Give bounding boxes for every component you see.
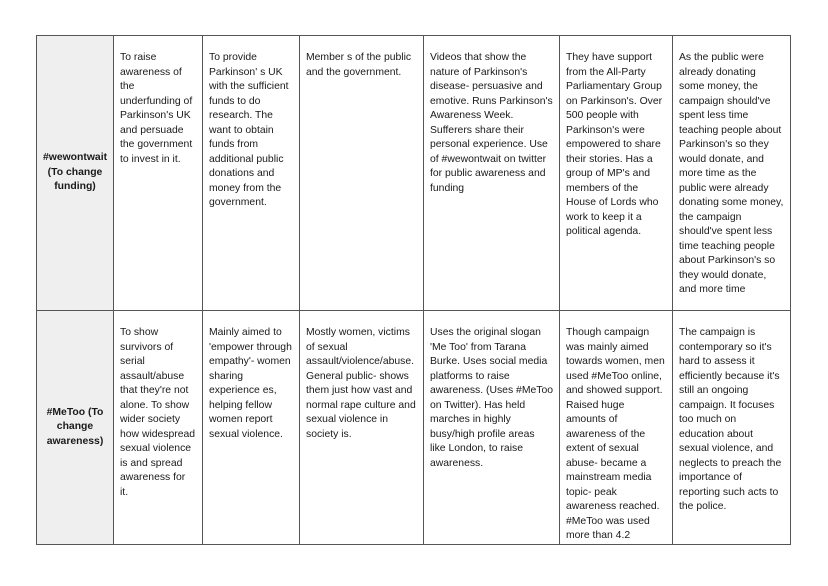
campaign-table bbox=[36, 35, 791, 545]
methods-text: Uses the original slogan 'Me Too' from Tarana Burke. Uses social media platforms to raise awareness. (Uses #MeToo on Twitter). Has held marches in highly busy/high profile areas like London, to raise awareness. bbox=[430, 327, 554, 469]
aims-cell bbox=[114, 36, 203, 311]
aims-cell bbox=[114, 311, 203, 545]
methods-text: Videos that show the nature of Parkinson's disease- persuasive and emotive. Runs Parkinson's Awareness Week. Sufferers share their personal experience. Use of #wewontwait on twitter for public awareness and funding bbox=[430, 52, 553, 194]
evaluation-cell bbox=[673, 311, 791, 545]
campaign-name-cell bbox=[37, 36, 114, 311]
aims-text: To show survivors of serial assault/abuse that they're not alone. To show wider society how widespread sexual violence is and spread awareness for it. bbox=[120, 327, 196, 498]
campaign-name-cell bbox=[37, 311, 114, 545]
campaign-name: #wewontwait (To change funding) bbox=[42, 152, 108, 193]
aims-text: To raise awareness of the underfunding of Parkinson's UK and persuade the government to invest in it. bbox=[120, 52, 193, 165]
methods-cell bbox=[424, 311, 560, 545]
audience-text: Mostly women, victims of sexual assault/violence/abuse. General public- shows them just how vast and normal rape culture and sexual violence in society is. bbox=[306, 327, 416, 440]
support-cell bbox=[560, 36, 673, 311]
support-text: They have support from the All-Party Parliamentary Group on Parkinson's. Over 500 people with Parkinson's were empowered to share their stories. Has a group of MP's and members of the House of Lords who work to keep it a political agenda. bbox=[566, 52, 663, 237]
audience-text: Member s of the public and the government. bbox=[306, 52, 412, 78]
support-cell bbox=[560, 311, 673, 545]
evaluation-cell bbox=[673, 36, 791, 311]
table-row bbox=[37, 311, 791, 545]
audience-cell bbox=[300, 311, 424, 545]
methods-cell bbox=[424, 36, 560, 311]
evaluation-text: As the public were already donating some money, the campaign should've spent less time teaching people about Parkinson's so they would donate, and more time as the public were already donating some money, the campaign should've spent less time teaching people about Parkinson's so they would donate, and more time bbox=[679, 52, 784, 295]
table-row bbox=[37, 36, 791, 311]
campaign-name: #MeToo (To change awareness) bbox=[46, 406, 104, 447]
purpose-cell bbox=[203, 36, 300, 311]
evaluation-text: The campaign is contemporary so it's hard to assess it efficiently because it's still an ongoing campaign. It focuses too much on education about sexual violence, and neglects to preach the importance of reporting such acts to the police. bbox=[679, 327, 782, 512]
purpose-cell bbox=[203, 311, 300, 545]
purpose-text: Mainly aimed to 'empower through empathy'- women sharing experience es, helping fellow women report sexual violence. bbox=[209, 327, 292, 440]
support-text: Though campaign was mainly aimed towards women, men used #MeToo online, and showed support. Raised huge amounts of awareness of the extent of sexual abuse- became a mainstream media topic- peak awareness reached. #MeToo was used more than 4.2 bbox=[566, 327, 665, 541]
audience-cell bbox=[300, 36, 424, 311]
purpose-text: To provide Parkinson' s UK with the sufficient funds to do research. The want to obtain funds from additional public donations and money from the government. bbox=[209, 52, 289, 208]
